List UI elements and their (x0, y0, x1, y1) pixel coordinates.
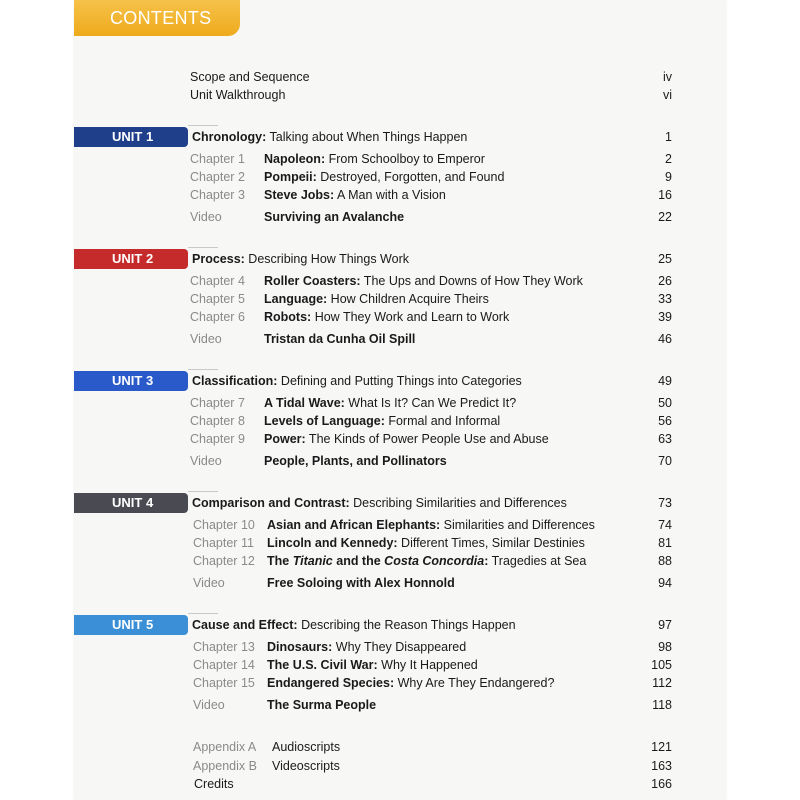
unit-3-page-row (0, 372, 800, 390)
unit-heading-bold: Chronology: (192, 130, 267, 144)
unit-4-page-row (0, 494, 800, 512)
toc-row-scope[interactable] (0, 68, 800, 86)
toc-row-video-1[interactable] (0, 208, 800, 226)
chapter-label: Chapter 6 (190, 310, 245, 324)
toc-entry-title: Unit Walkthrough (190, 88, 286, 102)
toc-page-number: 46 (658, 332, 672, 346)
toc-row-chapter-3[interactable] (0, 186, 800, 204)
unit-label: UNIT 2 (112, 251, 154, 266)
chapter-subtitle: How Children Acquire Theirs (327, 292, 489, 306)
unit-heading-rest: Describing the Reason Things Happen (297, 618, 516, 632)
chapter-label: Chapter 11 (193, 536, 254, 550)
chapter-title-bold: Power: (264, 432, 306, 446)
unit-heading-bold: Classification: (192, 374, 278, 388)
chapter-title-bold: Dinosaurs: (267, 640, 333, 654)
chapter-label: Chapter 8 (190, 414, 245, 428)
toc-page-number: 73 (658, 496, 672, 510)
video-title: People, Plants, and Pollinators (264, 454, 447, 468)
toc-page-number: 33 (658, 292, 672, 306)
chapter-subtitle: The Kinds of Power People Use and Abuse (305, 432, 549, 446)
chapter-label: Chapter 5 (190, 292, 245, 306)
toc-page-number: 97 (658, 618, 672, 632)
unit-divider (188, 491, 218, 492)
chapter-label: Chapter 13 (193, 640, 255, 654)
chapter-subtitle: What Is It? Can We Predict It? (344, 396, 517, 410)
video-label: Video (190, 210, 222, 224)
toc-page-number: 81 (658, 536, 672, 550)
toc-row-chapter-14[interactable] (0, 656, 800, 674)
chapter-label: Chapter 14 (193, 658, 255, 672)
video-title: Surviving an Avalanche (264, 210, 405, 224)
chapter-title-bold: Asian and African Elephants: (267, 518, 441, 532)
video-title: The Surma People (267, 698, 377, 712)
chapter-subtitle: How They Work and Learn to Work (311, 310, 510, 324)
toc-page-number: 88 (658, 554, 672, 568)
unit-heading-bold: Comparison and Contrast: (192, 496, 350, 510)
chapter-title-bold-2: and the (332, 554, 385, 568)
unit-divider (188, 369, 218, 370)
unit-1-page-row (0, 128, 800, 146)
unit-heading-rest: Describing Similarities and Differences (349, 496, 567, 510)
toc-row-chapter-9[interactable] (0, 430, 800, 448)
chapter-subtitle: Tragedies at Sea (488, 554, 587, 568)
toc-row-chapter-6[interactable] (0, 308, 800, 326)
toc-row-video-2[interactable] (0, 330, 800, 348)
chapter-subtitle: Similarities and Differences (440, 518, 595, 532)
toc-page-number: 2 (665, 152, 672, 166)
toc-page-number: 163 (651, 759, 672, 773)
chapter-subtitle: Why They Disappeared (332, 640, 467, 654)
toc-row-chapter-13[interactable] (0, 638, 800, 656)
chapter-title-bold: Napoleon: (264, 152, 326, 166)
chapter-title-bold: The U.S. Civil War: (267, 658, 378, 672)
toc-row-chapter-7[interactable] (0, 394, 800, 412)
chapter-label: Chapter 9 (190, 432, 245, 446)
toc-page-number: 70 (658, 454, 672, 468)
toc-row-chapter-12[interactable] (0, 552, 800, 570)
toc-page-number: 26 (658, 274, 672, 288)
contents-header-tab (74, 0, 240, 36)
chapter-label: Chapter 4 (190, 274, 245, 288)
toc-page-number: 39 (658, 310, 672, 324)
toc-row-chapter-5[interactable] (0, 290, 800, 308)
chapter-label: Chapter 3 (190, 188, 245, 202)
toc-page-number: 63 (658, 432, 672, 446)
unit-5-page-row (0, 616, 800, 634)
toc-page-number: 118 (652, 698, 672, 712)
chapter-subtitle: Destroyed, Forgotten, and Found (316, 170, 505, 184)
chapter-subtitle: From Schoolboy to Emperor (325, 152, 485, 166)
toc-page-number: 16 (658, 188, 672, 202)
video-title: Free Soloing with Alex Honnold (267, 576, 455, 590)
appendix-title: Audioscripts (272, 740, 341, 754)
chapter-label: Chapter 1 (190, 152, 245, 166)
toc-page-number: 98 (658, 640, 672, 654)
unit-label: UNIT 3 (112, 373, 154, 388)
unit-label: UNIT 4 (112, 495, 154, 510)
toc-row-video-5[interactable] (0, 696, 800, 714)
chapter-title-bold: A Tidal Wave: (264, 396, 345, 410)
toc-row-appendix-a[interactable] (0, 738, 800, 756)
page-title: CONTENTS (110, 8, 212, 28)
chapter-title-bold: Language: (264, 292, 328, 306)
chapter-label: Chapter 15 (193, 676, 255, 690)
toc-page-number: 22 (658, 210, 672, 224)
toc-page-number: 94 (658, 576, 672, 590)
unit-heading-rest: Defining and Putting Things into Categories (277, 374, 522, 388)
chapter-subtitle: Why Are They Endangered? (394, 676, 555, 690)
toc-row-video-4[interactable] (0, 574, 800, 592)
chapter-title-bold: Endangered Species: (267, 676, 395, 690)
toc-page-number: 25 (658, 252, 672, 266)
chapter-label: Chapter 12 (193, 554, 255, 568)
chapter-title-bold: Pompeii: (264, 170, 317, 184)
video-label: Video (193, 576, 225, 590)
toc-row-appendix-b[interactable] (0, 757, 800, 775)
toc-row-chapter-4[interactable] (0, 272, 800, 290)
credits-label: Credits (194, 777, 234, 791)
toc-page-number: 9 (665, 170, 672, 184)
video-title: Tristan da Cunha Oil Spill (264, 332, 416, 346)
unit-2-page-row (0, 250, 800, 268)
chapter-subtitle: A Man with a Vision (334, 188, 446, 202)
toc-page-number: 56 (658, 414, 672, 428)
chapter-title-bold: Roller Coasters: (264, 274, 361, 288)
video-label: Video (193, 698, 225, 712)
toc-page-number: vi (662, 88, 672, 102)
unit-divider (188, 125, 218, 126)
unit-heading-bold: Process: (192, 252, 245, 266)
chapter-label: Chapter 2 (190, 170, 245, 184)
toc-page-number: 74 (658, 518, 672, 532)
unit-heading-bold: Cause and Effect: (192, 618, 298, 632)
toc-row-chapter-11[interactable] (0, 534, 800, 552)
appendix-title: Videoscripts (272, 759, 340, 773)
unit-label: UNIT 5 (112, 617, 154, 632)
chapter-title-bold: The (267, 554, 293, 568)
chapter-subtitle: Why It Happened (377, 658, 478, 672)
toc-row-credits[interactable] (0, 775, 800, 793)
chapter-title-italic: Titanic (292, 554, 333, 568)
unit-divider (188, 247, 218, 248)
unit-heading-rest: Describing How Things Work (244, 252, 409, 266)
toc-page-number: 1 (665, 130, 672, 144)
toc-page-number: iv (662, 70, 672, 84)
unit-divider (188, 613, 218, 614)
chapter-title-bold: Robots: (264, 310, 312, 324)
toc-page-number: 112 (652, 676, 672, 690)
toc-entry-title: Scope and Sequence (190, 70, 310, 84)
unit-label: UNIT 1 (112, 129, 154, 144)
chapter-subtitle: The Ups and Downs of How They Work (360, 274, 583, 288)
unit-heading-rest: Talking about When Things Happen (266, 130, 468, 144)
toc-row-chapter-8[interactable] (0, 412, 800, 430)
toc-page-number: 121 (651, 740, 672, 754)
chapter-title-italic-2: Costa Concordia (384, 554, 485, 568)
toc-page-number: 49 (658, 374, 672, 388)
toc-row-chapter-2[interactable] (0, 168, 800, 186)
video-label: Video (190, 454, 222, 468)
toc-row-walkthrough[interactable] (0, 86, 800, 104)
toc-page-number: 166 (651, 777, 672, 791)
appendix-label: Appendix B (193, 759, 257, 773)
toc-row-video-3[interactable] (0, 452, 800, 470)
toc-row-chapter-10[interactable] (0, 516, 800, 534)
toc-row-chapter-15[interactable] (0, 674, 800, 692)
chapter-label: Chapter 10 (193, 518, 255, 532)
chapter-title-bold: Levels of Language: (264, 414, 385, 428)
chapter-subtitle: Formal and Informal (384, 414, 501, 428)
toc-page-number: 50 (658, 396, 672, 410)
video-label: Video (190, 332, 222, 346)
chapter-subtitle: Different Times, Similar Destinies (397, 536, 585, 550)
toc-row-chapter-1[interactable] (0, 150, 800, 168)
chapter-title-bold-3: : (484, 554, 489, 568)
chapter-title-bold: Lincoln and Kennedy: (267, 536, 398, 550)
chapter-title-bold: Steve Jobs: (264, 188, 335, 202)
chapter-label: Chapter 7 (190, 396, 245, 410)
appendix-label: Appendix A (193, 740, 257, 754)
toc-page-number: 105 (651, 658, 672, 672)
